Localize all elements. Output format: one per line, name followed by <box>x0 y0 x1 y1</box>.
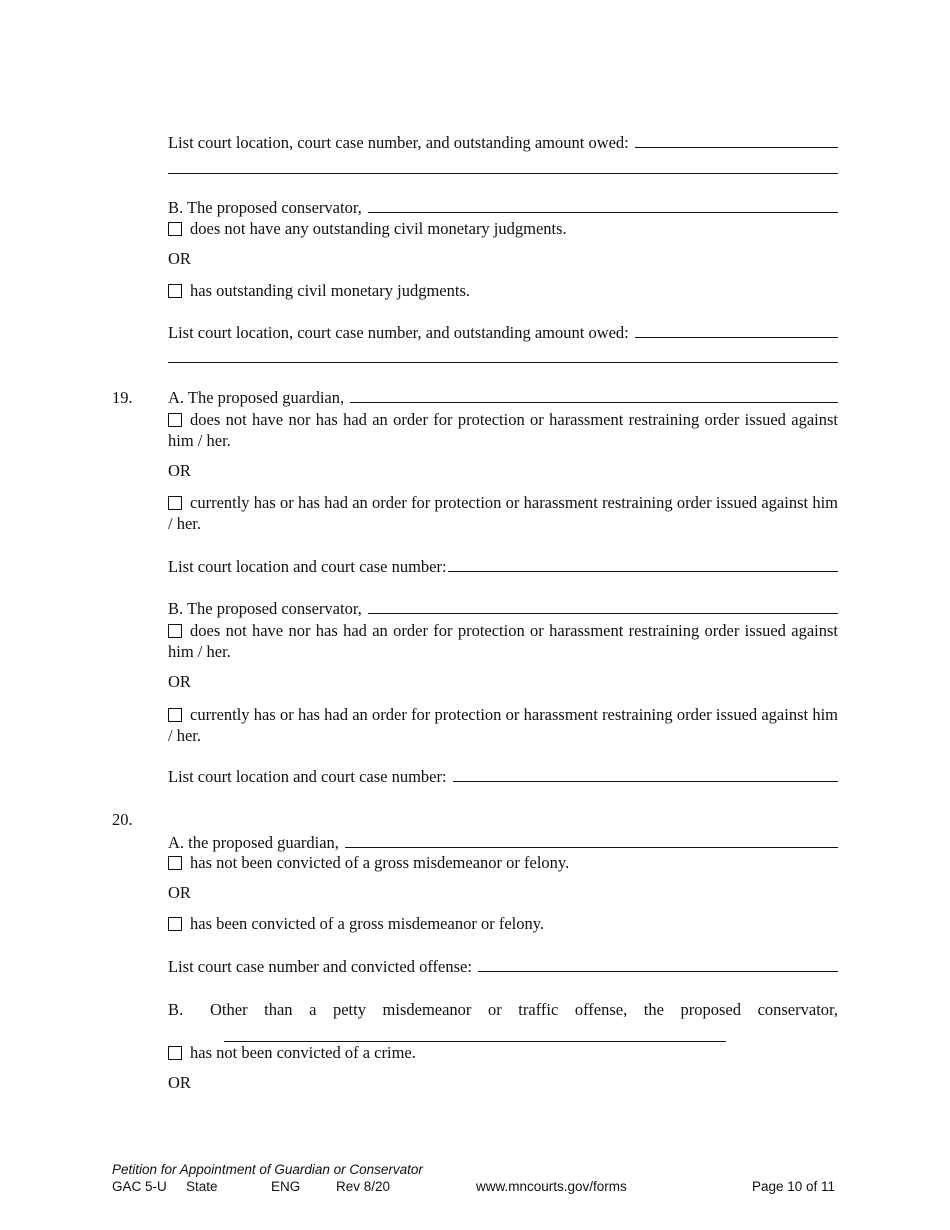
sec19b-opt2-row <box>168 704 838 746</box>
sec18a-list-field-line2[interactable] <box>168 173 838 174</box>
sec18b-opt2-text: has outstanding civil monetary judgments. <box>190 281 471 300</box>
sec19b-or: OR <box>168 672 191 691</box>
sec18b-list-field-line2[interactable] <box>168 362 838 363</box>
sec20b-or: OR <box>168 1073 191 1092</box>
sec18b-conservator-name-field[interactable] <box>368 198 838 213</box>
sec19b-conservator-name-field[interactable] <box>368 599 838 614</box>
footer-form-code: GAC 5-U <box>112 1179 167 1194</box>
sec20b-text: Other than a petty misdemeanor or traffic offense, the proposed conservator, <box>210 1000 838 1019</box>
footer-form-title: Petition for Appointment of Guardian or Conservator <box>112 1162 423 1177</box>
sec20b-opt1-checkbox[interactable] <box>168 1046 182 1060</box>
sec20a-label: A. the proposed guardian, <box>168 833 339 852</box>
sec18b-opt1-row <box>168 219 567 239</box>
sec20b-row <box>168 1000 838 1020</box>
sec19b-opt1-checkbox[interactable] <box>168 624 182 638</box>
sec20a-opt2-checkbox[interactable] <box>168 917 182 931</box>
footer-page-number: Page 10 of 11 <box>752 1179 836 1194</box>
sec19a-label: A. The proposed guardian, <box>168 388 345 407</box>
footer-website: www.mncourts.gov/forms <box>476 1179 627 1194</box>
sec18b-label-row <box>168 198 838 218</box>
sec20a-offense-field[interactable] <box>478 957 838 972</box>
sec18b-amount-field[interactable] <box>635 323 838 338</box>
footer-revision: Rev 8/20 <box>336 1179 391 1194</box>
sec19b-label-row <box>168 599 838 619</box>
sec19a-label-row <box>168 388 838 408</box>
sec18a-list-row <box>168 133 838 153</box>
sec19b-opt2-text: currently has or has had an order for protection or harassment restraining order issued against him / her. <box>168 705 838 745</box>
sec20a-opt1-checkbox[interactable] <box>168 856 182 870</box>
sec19a-opt2-checkbox[interactable] <box>168 496 182 510</box>
sec20a-list-row <box>168 957 838 977</box>
footer-language: ENG <box>271 1179 301 1194</box>
sec18b-list-row <box>168 323 838 343</box>
sec18b-list-label: List court location, court case number, and outstanding amount owed: <box>168 323 629 342</box>
sec20a-opt1-row <box>168 853 569 873</box>
sec19b-opt2-checkbox[interactable] <box>168 708 182 722</box>
sec19a-opt1-checkbox[interactable] <box>168 413 182 427</box>
sec20b-opt1-text: has not been convicted of a crime. <box>190 1043 416 1062</box>
sec20a-opt2-text: has been convicted of a gross misdemeanor or felony. <box>190 914 545 933</box>
sec19a-opt1-row <box>168 409 838 451</box>
sec20a-guardian-name-field[interactable] <box>345 833 838 848</box>
sec19b-list-label: List court location and court case number: <box>168 767 447 786</box>
sec19b-opt1-row <box>168 620 838 662</box>
sec20-number: 20. <box>112 810 133 829</box>
sec20b-conservator-name-field[interactable] <box>224 1041 726 1042</box>
sec19b-list-row <box>168 767 838 787</box>
sec18b-opt2-row <box>168 281 470 301</box>
sec19a-list-label: List court location and court case number: <box>168 557 447 576</box>
sec19a-or: OR <box>168 461 191 480</box>
sec18b-or: OR <box>168 249 191 268</box>
sec18a-amount-field[interactable] <box>635 133 838 148</box>
sec19a-opt1-text: does not have nor has had an order for protection or harassment restraining order issued against him / her. <box>168 410 838 450</box>
sec19a-opt2-row <box>168 492 838 534</box>
sec20a-opt1-text: has not been convicted of a gross misdemeanor or felony. <box>190 853 570 872</box>
sec18b-label: B. The proposed conservator, <box>168 198 362 217</box>
sec20b-opt1-row <box>168 1043 416 1063</box>
sec19b-case-field[interactable] <box>453 767 838 782</box>
sec18a-list-label: List court location, court case number, and outstanding amount owed: <box>168 133 629 152</box>
sec18b-opt1-checkbox[interactable] <box>168 222 182 236</box>
sec19-number: 19. <box>112 388 133 407</box>
sec19a-case-field[interactable] <box>448 557 838 572</box>
sec20a-or: OR <box>168 883 191 902</box>
sec20b-letter: B. <box>168 1000 184 1019</box>
sec18b-opt2-checkbox[interactable] <box>168 284 182 298</box>
sec19b-label: B. The proposed conservator, <box>168 599 362 618</box>
sec18b-opt1-text: does not have any outstanding civil monetary judgments. <box>190 219 567 238</box>
sec19a-guardian-name-field[interactable] <box>350 388 838 403</box>
sec20a-label-row <box>168 833 838 853</box>
sec20a-opt2-row <box>168 914 544 934</box>
sec19a-opt2-text: currently has or has had an order for protection or harassment restraining order issued against him / her. <box>168 493 838 533</box>
footer-jurisdiction: State <box>186 1179 218 1194</box>
sec19a-list-row <box>168 557 838 577</box>
sec19b-opt1-text: does not have nor has had an order for protection or harassment restraining order issued against him / her. <box>168 621 838 661</box>
sec20a-list-label: List court case number and convicted offense: <box>168 957 472 976</box>
